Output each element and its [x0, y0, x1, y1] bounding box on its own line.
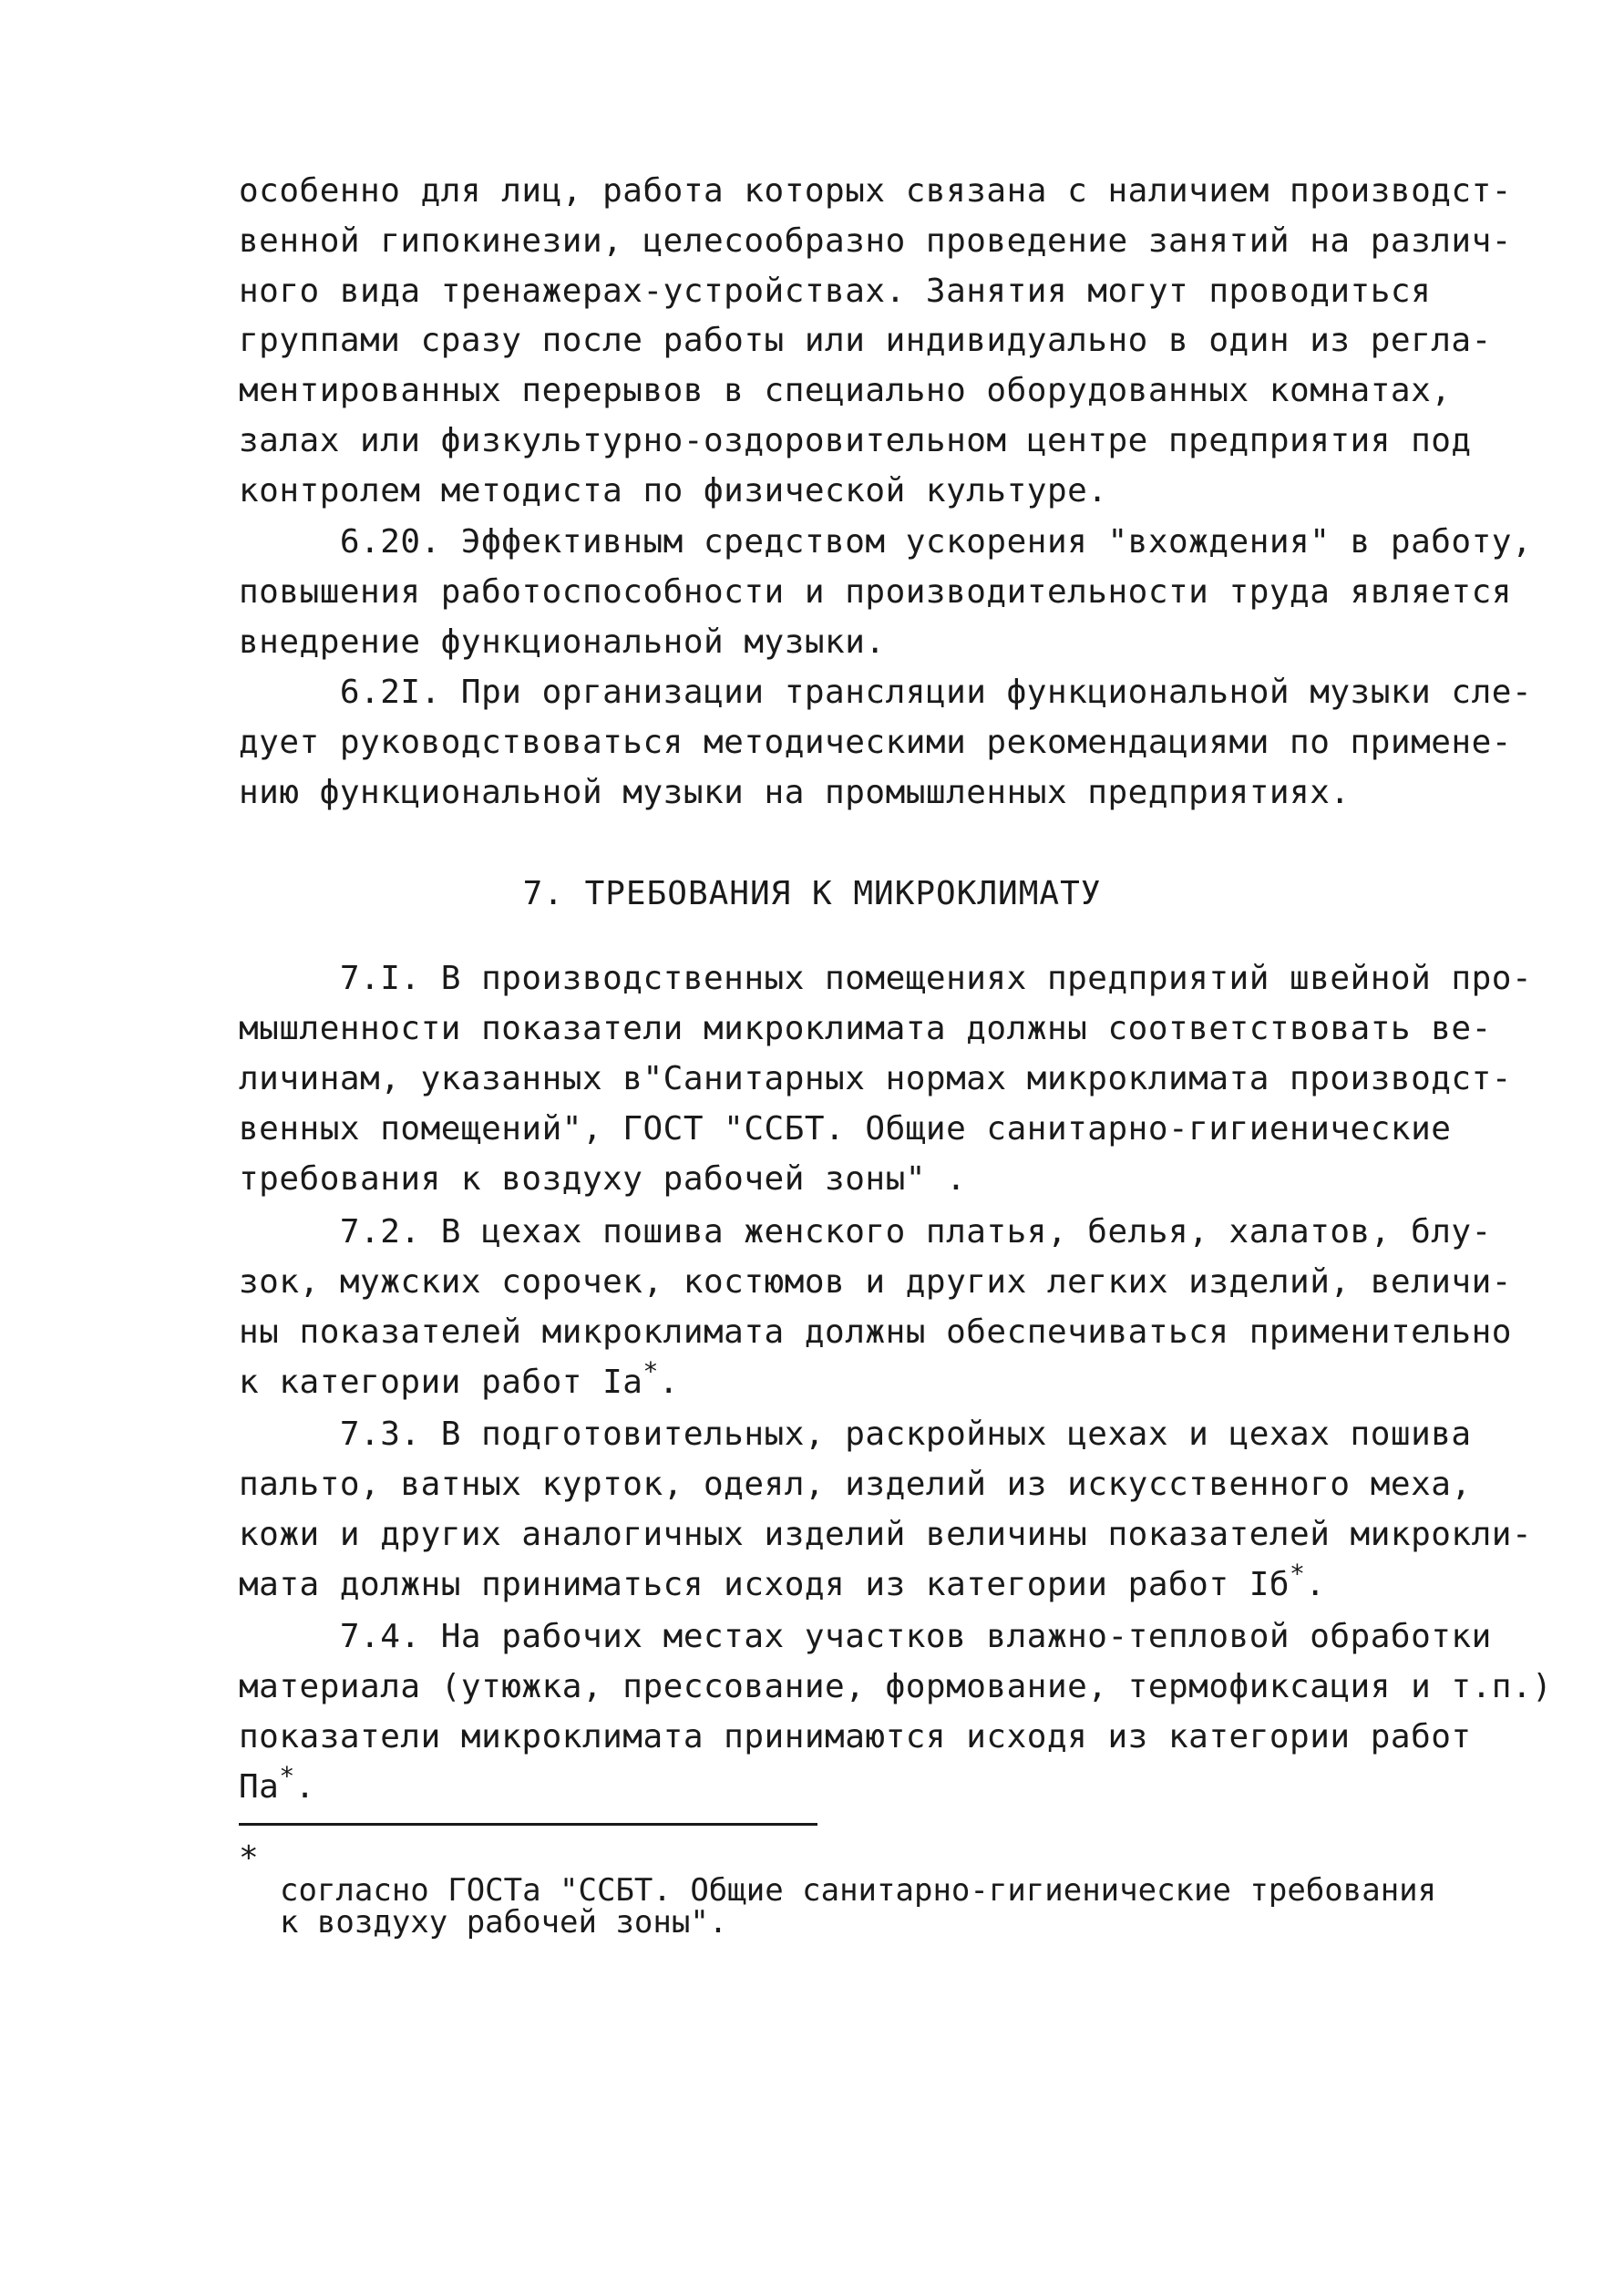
text-line: кожи и других аналогичных изделий величины показателей микрокли- [239, 1516, 1533, 1553]
text-line: 7.4. На рабочих местах участков влажно-тепловой обработки [239, 1618, 1492, 1655]
text-line: 7.2. В цехах пошива женского платья, белья, халатов, блу- [239, 1213, 1492, 1251]
text-line: пальто, ватных курток, одеял, изделий из искусственного меха, [239, 1466, 1472, 1503]
text-line: ного вида тренажерах-устройствах. Занятия могут проводиться [239, 273, 1432, 310]
text-line: требования к воздуху рабочей зоны" . [239, 1160, 967, 1198]
text-line [239, 1559, 1326, 1607]
footnote-asterisk: * [642, 1356, 659, 1386]
text-line: ны показателей микроклимата должны обеспечиваться применительно [239, 1313, 1512, 1351]
text-line: контролем методиста по физической культуре. [239, 472, 1108, 510]
footnote-line: к воздуху рабочей зоны". [280, 1904, 728, 1941]
line-period: . [294, 1768, 315, 1806]
text-line: зок, мужских сорочек, костюмов и других легких изделий, величи- [239, 1263, 1512, 1301]
text-line: группами сразу после работы или индивидуально в один из регла- [239, 322, 1492, 359]
text-line: личинам, указанных в"Санитарных нормах микроклимата производст- [239, 1060, 1512, 1097]
text-line: повышения работоспособности и производительности труда является [239, 573, 1512, 611]
line-period: . [1305, 1566, 1326, 1603]
text-line: нию функциональной музыки на промышленных предприятиях. [239, 774, 1351, 811]
section-heading: 7. ТРЕБОВАНИЯ К МИКРОКЛИМАТУ [522, 875, 1102, 912]
text-line: дует руководствоваться методическими рекомендациями по примене- [239, 724, 1512, 761]
footnote-mark: * [239, 1839, 259, 1877]
text-line: 7.3. В подготовительных, раскройных цехах и цехах пошива [239, 1416, 1472, 1453]
line-text: мата должны приниматься исходя из категории работ Iб [239, 1566, 1290, 1603]
text-line: ментированных перерывов в специально оборудованных комнатах, [239, 372, 1452, 409]
footnote-asterisk: * [1290, 1559, 1306, 1589]
text-line: 6.20. Эффективным средством ускорения "вхождения" в работу, [239, 523, 1533, 561]
line-text: Па [239, 1768, 280, 1806]
text-line: залах или физкультурно-оздоровительном центре предприятия под [239, 422, 1472, 459]
text-line: показатели микроклимата принимаются исходя из категории работ [239, 1718, 1472, 1755]
text-line [239, 1761, 315, 1809]
text-line: мышленности показатели микроклимата должны соответствовать ве- [239, 1010, 1492, 1047]
text-line: особенно для лиц, работа которых связана с наличием производст- [239, 172, 1512, 210]
text-line: венной гипокинезии, целесообразно проведение занятий на различ- [239, 222, 1512, 260]
text-line: венных помещений", ГОСТ "ССБТ. Общие санитарно-гигиенические [239, 1110, 1452, 1148]
text-line [239, 1356, 680, 1405]
footnote-line: согласно ГОСТа "ССБТ. Общие санитарно-гигиенические требования [280, 1872, 1437, 1909]
line-period: . [658, 1364, 680, 1401]
text-line: материала (утюжка, прессование, формование, термофиксация и т.п.) [239, 1668, 1553, 1705]
text-line: 7.I. В производственных помещениях предприятий швейной про- [239, 960, 1533, 997]
footnote-divider [239, 1823, 817, 1826]
line-text: к категории работ Iа [239, 1364, 643, 1401]
text-line: внедрение функциональной музыки. [239, 623, 886, 661]
footnote-asterisk: * [279, 1761, 295, 1791]
text-line: 6.2I. При организации трансляции функциональной музыки сле- [239, 674, 1533, 711]
